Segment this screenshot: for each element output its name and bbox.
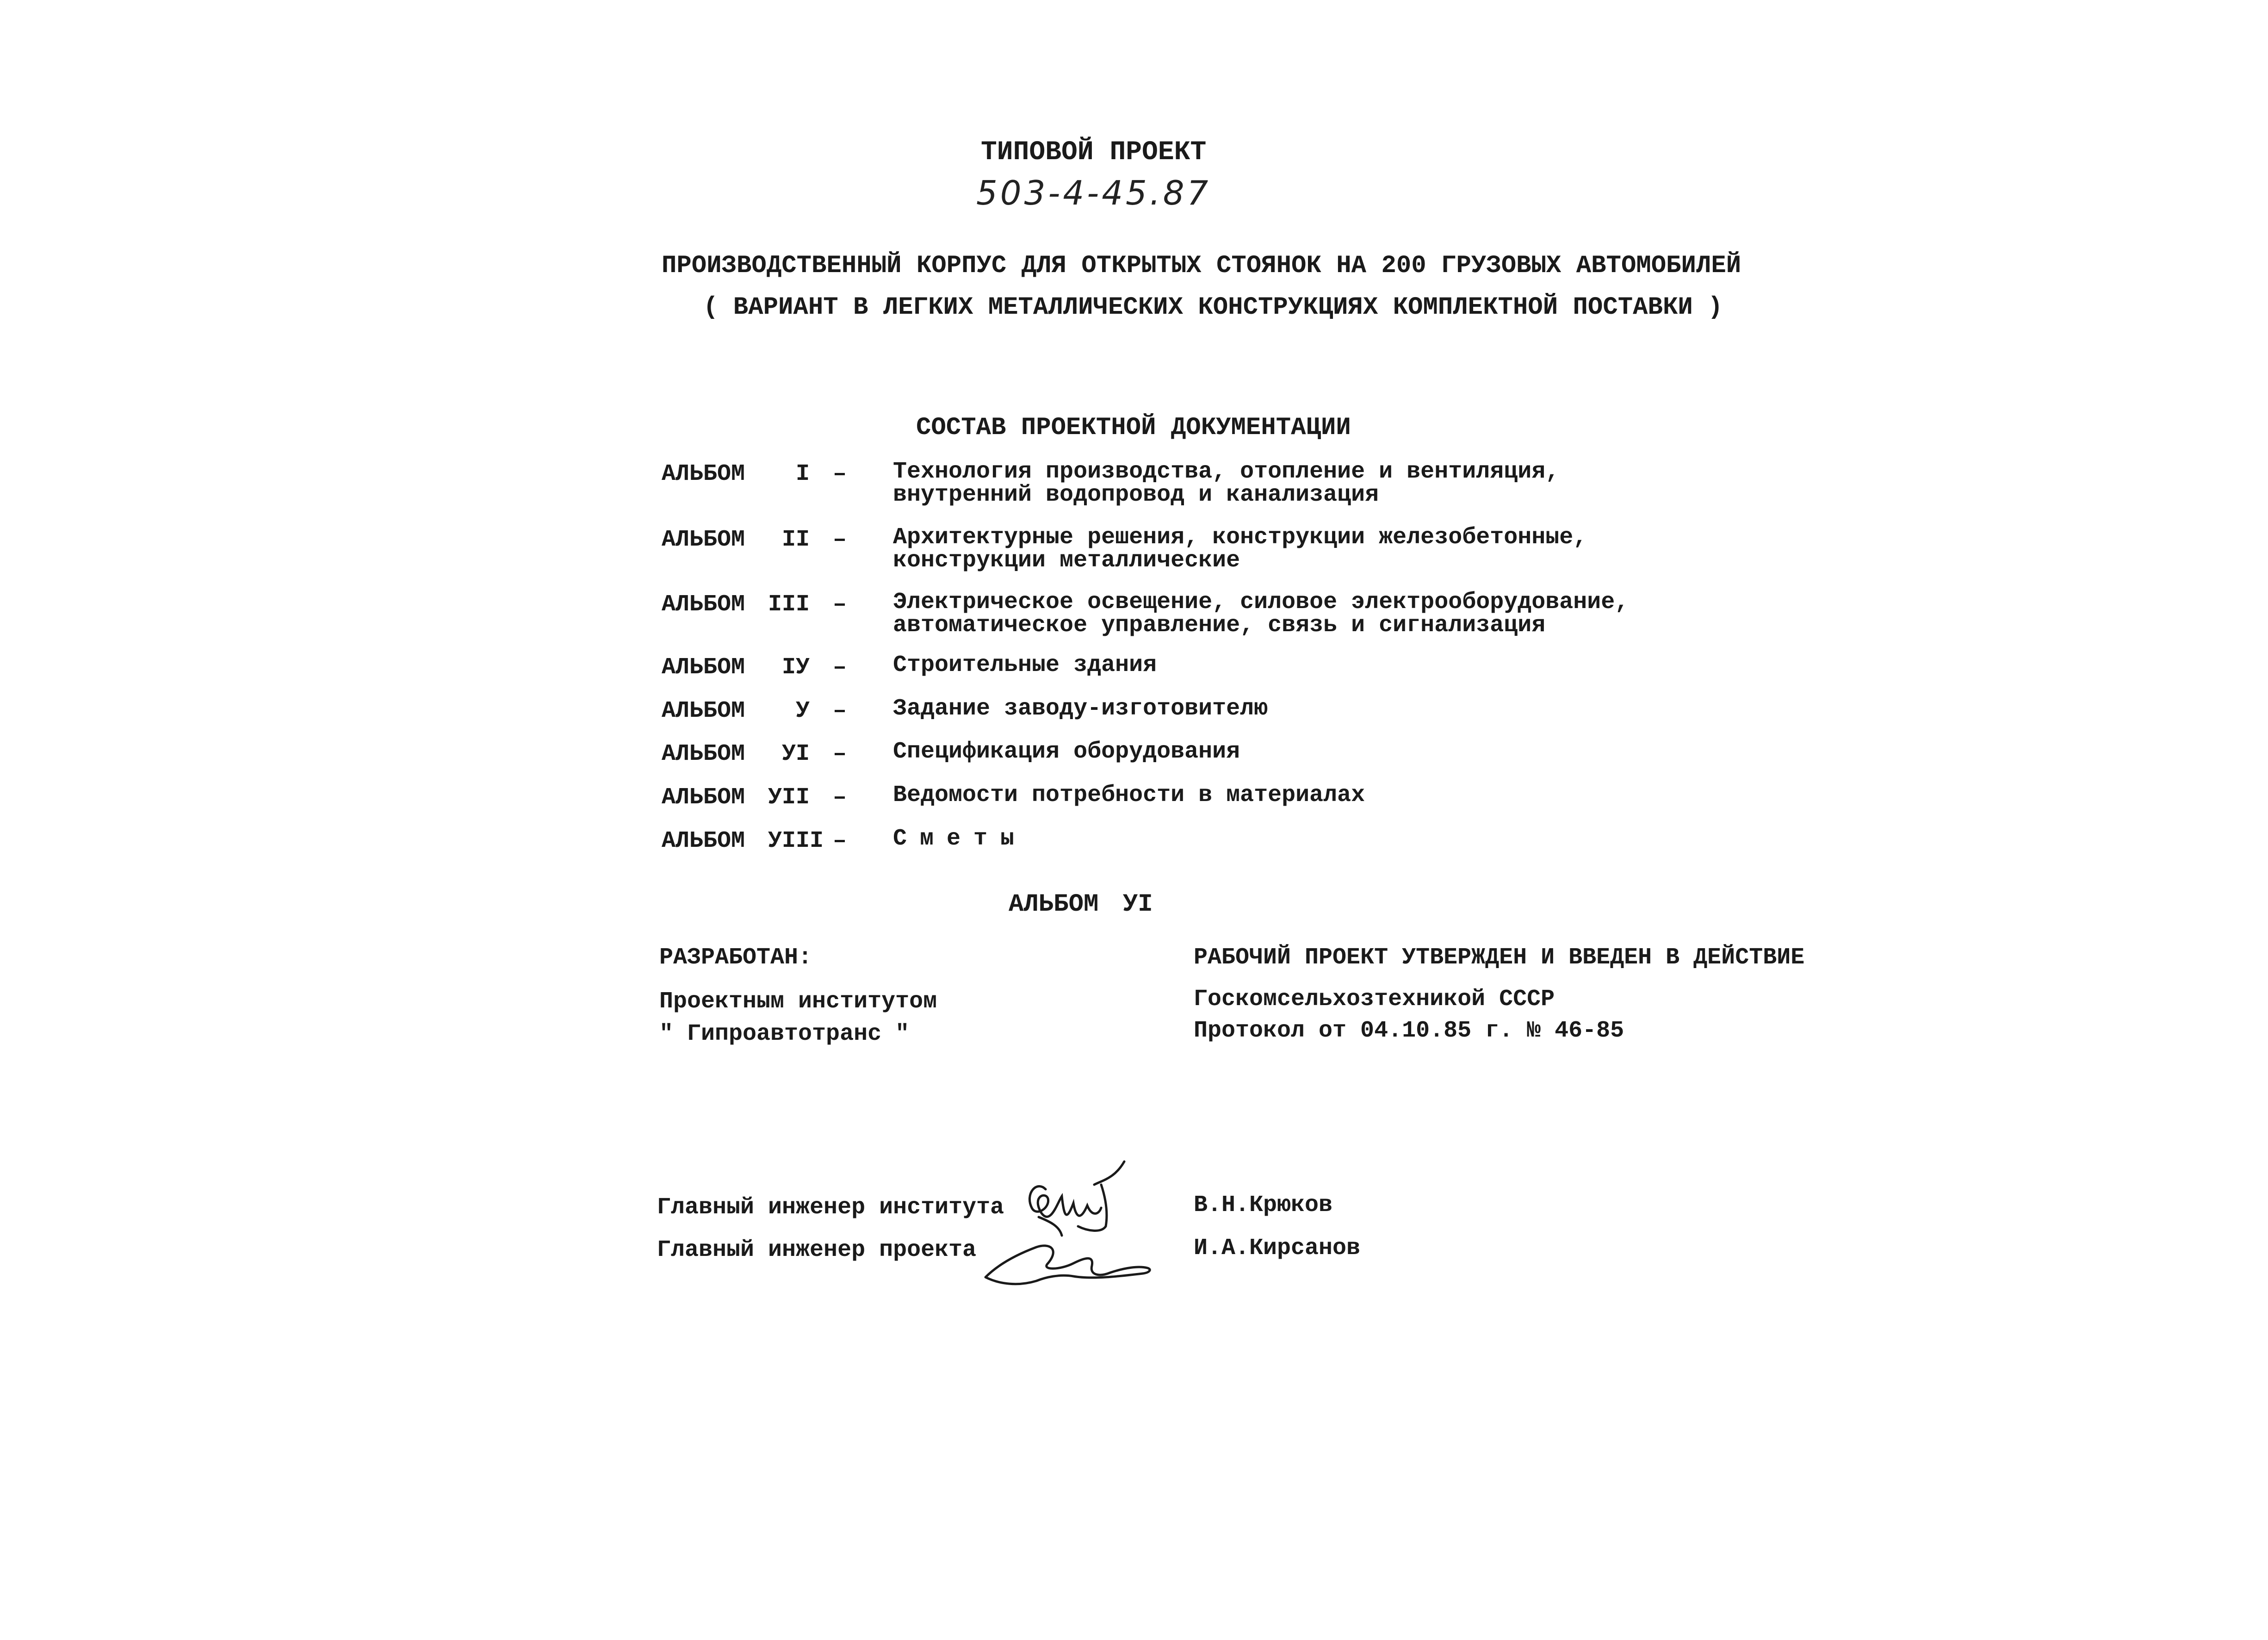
album-number: УII — [768, 784, 810, 811]
project-title-line1: ПРОИЗВОДСТВЕННЫЙ КОРПУС ДЛЯ ОТКРЫТЫХ СТОЯНОК НА 200 ГРУЗОВЫХ АВТОМОБИЛЕЙ — [662, 252, 1741, 280]
signature-name: И.А.Кирсанов — [1194, 1235, 1361, 1261]
album-number: IУ — [781, 654, 810, 681]
album-label: АЛЬБОМ — [662, 784, 745, 811]
album-description: Задание заводу-изготовителю — [893, 696, 1268, 722]
document-type-title: ТИПОВОЙ ПРОЕКТ — [981, 137, 1207, 168]
signature-role: Главный инженер института — [657, 1194, 1004, 1221]
signature-mark — [981, 1222, 1166, 1291]
album-number: II — [781, 527, 810, 553]
album-label: АЛЬБОМ — [662, 591, 745, 618]
album-description: Ведомости потребности в материалах — [893, 782, 1365, 808]
album-dash: – — [833, 698, 847, 724]
album-dash: – — [833, 654, 847, 681]
composition-heading: СОСТАВ ПРОЕКТНОЙ ДОКУМЕНТАЦИИ — [916, 414, 1351, 442]
current-album: АЛЬБОМ УI — [1009, 890, 1153, 919]
signature-role: Главный инженер проекта — [657, 1237, 977, 1263]
album-number: УIII — [768, 828, 824, 854]
album-dash: – — [833, 784, 847, 811]
album-number: III — [768, 591, 810, 618]
album-number: I — [795, 461, 810, 487]
album-description: Спецификация оборудования — [893, 739, 1240, 765]
album-description: Электрическое освещение, силовое электрооборудование, автоматическое управление, связь и сигнализация — [893, 589, 1629, 639]
album-description: Архитектурные решения, конструкции железобетонные, конструкции металлические — [893, 524, 1587, 574]
album-dash: – — [833, 828, 847, 854]
signature-name: В.Н.Крюков — [1194, 1192, 1333, 1218]
album-dash: – — [833, 741, 847, 767]
developed-line1: Проектным институтом — [659, 988, 937, 1015]
album-label: АЛЬБОМ — [662, 698, 745, 724]
album-description: Технология производства, отопление и вентиляция, внутренний водопровод и канализация — [893, 459, 1560, 508]
album-dash: – — [833, 591, 847, 618]
album-label: АЛЬБОМ — [662, 828, 745, 854]
project-title-line2: ( ВАРИАНТ В ЛЕГКИХ МЕТАЛЛИЧЕСКИХ КОНСТРУКЦИЯХ КОМПЛЕКТНОЙ ПОСТАВКИ ) — [703, 293, 1723, 322]
project-number: 503-4-45.87 — [976, 174, 1211, 212]
album-label: АЛЬБОМ — [662, 741, 745, 767]
album-label: АЛЬБОМ — [662, 527, 745, 553]
album-description: Строительные здания — [893, 652, 1157, 678]
album-number: УI — [781, 741, 810, 767]
approved-line2: Протокол от 04.10.85 г. № 46-85 — [1194, 1018, 1624, 1044]
album-dash: – — [833, 527, 847, 553]
developed-line2: " Гипроавтотранс " — [659, 1021, 910, 1047]
approved-line1: Госкомсельхозтехникой СССР — [1194, 986, 1555, 1013]
album-label: АЛЬБОМ — [662, 461, 745, 487]
album-description: Сметы — [893, 826, 1028, 852]
approved-heading: РАБОЧИЙ ПРОЕКТ УТВЕРЖДЕН И ВВЕДЕН В ДЕЙСТВИЕ — [1194, 944, 1805, 971]
album-label: АЛЬБОМ — [662, 654, 745, 681]
album-dash: – — [833, 461, 847, 487]
developed-heading: РАЗРАБОТАН: — [659, 944, 812, 971]
album-number: У — [795, 698, 810, 724]
